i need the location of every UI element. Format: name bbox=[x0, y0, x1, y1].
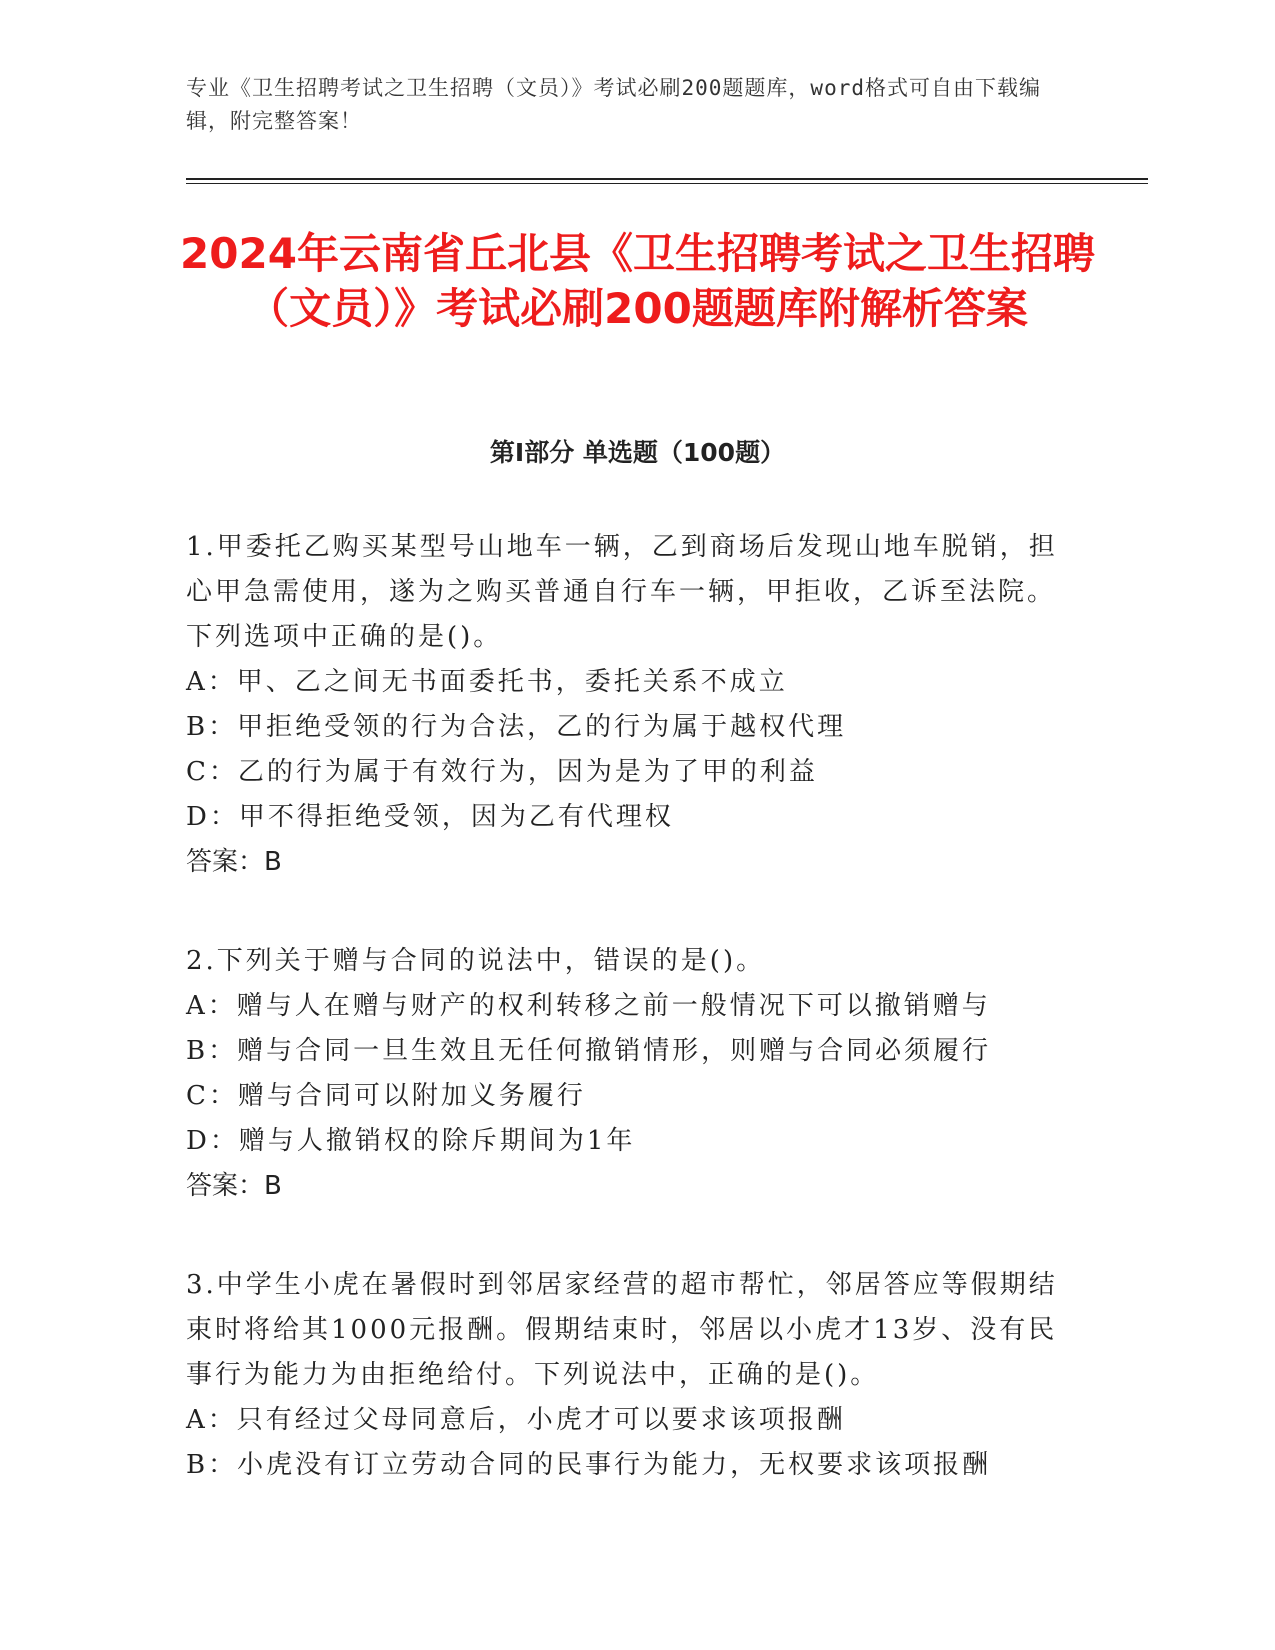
option-c: C：乙的行为属于有效行为，因为是为了甲的利益 bbox=[186, 757, 818, 787]
question-stem: 1.甲委托乙购买某型号山地车一辆，乙到商场后发现山地车脱销，担心甲急需使用，遂为之购买普通自行车一辆，甲拒收，乙诉至法院。下列选项中正确的是()。 bbox=[186, 532, 1058, 652]
option-a: A：甲、乙之间无书面委托书，委托关系不成立 bbox=[186, 667, 788, 697]
header-note: 专业《卫生招聘考试之卫生招聘（文员）》考试必刷200题题库，word格式可自由下载编辑，附完整答案！ bbox=[186, 76, 1041, 133]
question-stem: 3.中学生小虎在暑假时到邻居家经营的超市帮忙，邻居答应等假期结束时将给其1000元报酬。假期结束时，邻居以小虎才13岁、没有民事行为能力为由拒绝给付。下列说法中，正确的是()。 bbox=[186, 1270, 1058, 1390]
question-3 bbox=[186, 1263, 1066, 1488]
option-a: A：赠与人在赠与财产的权利转移之前一般情况下可以撤销赠与 bbox=[186, 991, 991, 1021]
option-c: C：赠与合同可以附加义务履行 bbox=[186, 1081, 586, 1111]
question-stem: 2.下列关于赠与合同的说法中，错误的是()。 bbox=[186, 946, 766, 976]
option-d: D：甲不得拒绝受领，因为乙有代理权 bbox=[186, 802, 674, 832]
header-divider-thin bbox=[186, 183, 1148, 184]
header-divider-thick bbox=[186, 178, 1148, 180]
document-title: 2024年云南省丘北县《卫生招聘考试之卫生招聘（文员）》考试必刷200题题库附解析答案 bbox=[180, 229, 1095, 333]
option-b: B：甲拒绝受领的行为合法，乙的行为属于越权代理 bbox=[186, 712, 847, 742]
question-1 bbox=[186, 525, 1066, 885]
option-b: B：小虎没有订立劳动合同的民事行为能力，无权要求该项报酬 bbox=[186, 1450, 992, 1480]
option-a: A：只有经过父母同意后，小虎才可以要求该项报酬 bbox=[186, 1405, 846, 1435]
question-answer: 答案：B bbox=[186, 847, 282, 877]
question-answer: 答案：B bbox=[186, 1171, 282, 1201]
question-list bbox=[186, 525, 1066, 1542]
option-b: B：赠与合同一旦生效且无任何撤销情形，则赠与合同必须履行 bbox=[186, 1036, 992, 1066]
option-d: D：赠与人撤销权的除斥期间为1年 bbox=[186, 1126, 636, 1156]
question-2 bbox=[186, 939, 1066, 1209]
section-title: 第Ⅰ部分 单选题（100题） bbox=[489, 438, 786, 467]
